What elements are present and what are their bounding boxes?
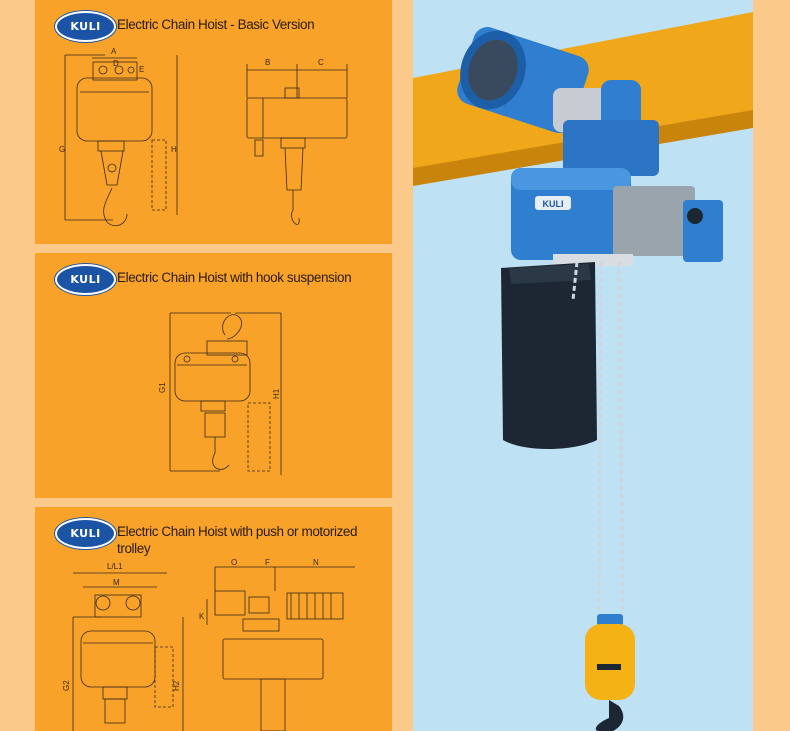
dim-label: G1 [158,382,167,393]
dim-label: E [139,65,145,74]
dim-label: N [313,558,319,567]
dim-label: A [111,47,117,56]
hoist-illustration [413,0,753,731]
dim-label: K [199,612,205,621]
dim-label: F [265,558,270,567]
dim-label: O [231,558,238,567]
panel-trolley [35,507,392,731]
panel-title: Electric Chain Hoist - Basic Version [117,17,315,32]
hoist-body [511,168,723,266]
dim-label: C [318,58,324,67]
trolley-drawing [35,507,392,731]
dim-label: G [59,145,66,154]
trolley [563,120,659,176]
panel-title: Electric Chain Hoist with push or motorized trolley [117,524,358,556]
dim-label: H2 [172,680,181,691]
housing-label: KULI [542,199,564,209]
hook-block [585,614,635,731]
dim-label: G2 [62,680,71,691]
dim-label: L/L1 [107,562,123,571]
dim-label: H1 [272,388,281,399]
basic-hoist-drawing [35,0,392,244]
kuli-logo: KULI [55,264,116,295]
dim-label: M [113,578,120,587]
kuli-logo: KULI [55,11,116,42]
panel-title: Electric Chain Hoist with hook suspension [117,270,352,285]
dim-label: D [113,59,119,68]
panel-hook-suspension [35,253,392,498]
dim-label: H [171,145,177,154]
panel-basic-version [35,0,392,244]
hook-suspension-drawing [35,253,392,498]
hoist-photo [413,0,753,731]
chain-bag [501,262,597,449]
dim-label: B [265,58,271,67]
kuli-logo: KULI [55,518,116,549]
